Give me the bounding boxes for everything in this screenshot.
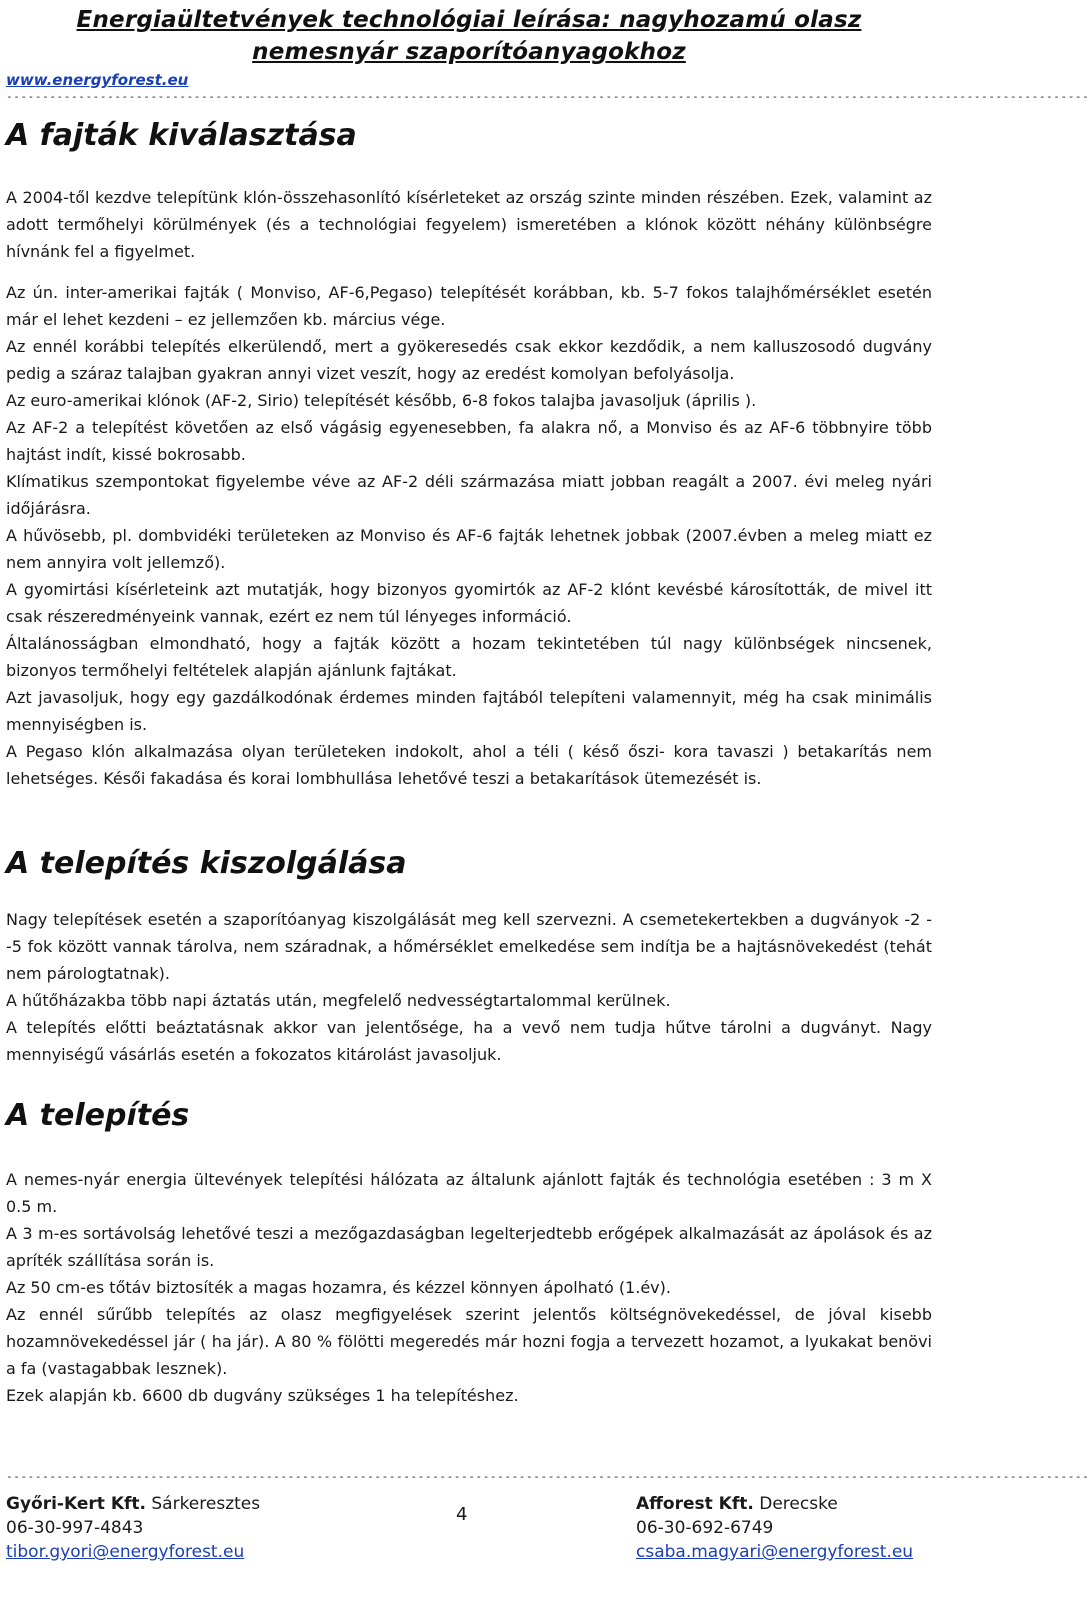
paragraph: Az ún. inter-amerikai fajták ( Monviso, AF-6,Pegaso) telepítését korábban, kb. 5-7 fokos talajhőmérséklet esetén már el lehet kezdeni – ez jellemzően kb. március vége.: [6, 283, 932, 329]
section-title-planting-service: A telepítés kiszolgálása: [6, 846, 407, 881]
paragraph: A hűvösebb, pl. dombvidéki területeken az Monviso és AF-6 fajták lehetnek jobbak (2007.évben a meleg miatt ez nem annyira volt jellemző).: [6, 526, 932, 572]
paragraph: A Pegaso klón alkalmazása olyan területeken indokolt, ahol a téli ( késő őszi- kora tavaszi ) betakarítás nem lehetséges. Késői fakadása és korai lombhullása lehetővé teszi a betakarítások ütemezését is.: [6, 742, 932, 788]
company-city: Derecske: [759, 1494, 838, 1514]
paragraph: Az ennél sűrűbb telepítés az olasz megfigyelések szerint jelentős költségnövekedéssel, de jóval kisebb hozamnövekedéssel jár ( ha jár). A 80 % fölötti megeredés már hozni fogja a tervezett hozamot, a lyukakat benövi a fa (vastagabbak lesznek).: [6, 1305, 932, 1378]
section-body-planting: [6, 1166, 932, 1409]
section-body-planting-service: [6, 906, 932, 1068]
email-link[interactable]: tibor.gyori@energyforest.eu: [6, 1542, 245, 1562]
section-body-variety-selection: [6, 184, 932, 792]
paragraph: A hűtőházakba több napi áztatás után, megfelelő nedvességtartalommal kerülnek.: [6, 991, 671, 1010]
paragraph: Általánosságban elmondható, hogy a fajták között a hozam tekintetében túl nagy különbségek nincsenek, bizonyos termőhelyi feltételek alapján ajánlunk fajtákat.: [6, 634, 932, 680]
email-link[interactable]: csaba.magyari@energyforest.eu: [636, 1542, 914, 1562]
paragraph: Az ennél korábbi telepítés elkerülendő, mert a gyökeresedés csak ekkor kezdődik, a nem kalluszosodó dugvány pedig a száraz talajban gyakran annyi vizet veszít, hogy az eredést komolyan befolyásolja.: [6, 337, 932, 383]
footer-divider: ------------------------------------------------------------------------------------------------------------------------------------------------------: [6, 1470, 1089, 1483]
section-title-variety-selection: A fajták kiválasztása: [6, 118, 357, 153]
paragraph: A gyomirtási kísérleteink azt mutatják, hogy bizonyos gyomirtók az AF-2 klónt kevésbé károsították, de mivel itt csak részeredményeink vannak, ezért ez nem túl lényeges információ.: [6, 580, 932, 626]
paragraph: A nemes-nyár energia ültevények telepítési hálózata az általunk ajánlott fajták és technológia esetében : 3 m X 0.5 m.: [6, 1170, 932, 1216]
document-title: Energiaültetvények technológiai leírása: nagyhozamú olasz nemesnyár szaporítóanyagokhoz: [76, 7, 862, 65]
phone-number: 06-30-692-6749: [636, 1518, 774, 1538]
paragraph: Azt javasoljuk, hogy egy gazdálkodónak érdemes minden fajtából telepíteni valamennyit, még ha csak minimális mennyiségben is.: [6, 688, 932, 734]
paragraph: Az AF-2 a telepítést követően az első vágásig egyenesebben, fa alakra nő, a Monviso és az AF-6 többnyire több hajtást indít, kissé bokrosabb.: [6, 418, 932, 464]
document-page: [6, 0, 1089, 1616]
company-name: Győri-Kert Kft.: [6, 1494, 146, 1514]
footer-contact-left: [6, 1492, 260, 1564]
paragraph: A 3 m-es sortávolság lehetővé teszi a mezőgazdaságban legelterjedtebb erőgépek alkalmazását az ápolások és az apríték szállítása során is.: [6, 1224, 932, 1270]
company-name: Afforest Kft.: [636, 1494, 754, 1514]
footer-contact-right: [636, 1492, 913, 1564]
paragraph: Ezek alapján kb. 6600 db dugvány szükséges 1 ha telepítéshez.: [6, 1386, 519, 1405]
page-footer: [6, 1470, 1089, 1592]
page-number: 4: [456, 1504, 468, 1525]
paragraph: A 2004-től kezdve telepítünk klón-összehasonlító kísérleteket az ország szinte minden részében. Ezek, valamint az adott termőhelyi körülmények (és a technológiai fegyelem) ismeretében a klónok között néhány különbségre hívnánk fel a figyelmet.: [6, 188, 932, 261]
company-city: Sárkeresztes: [151, 1494, 261, 1514]
paragraph: Klímatikus szempontokat figyelembe véve az AF-2 déli származása miatt jobban reagált a 2007. évi meleg nyári időjárásra.: [6, 472, 932, 518]
phone-number: 06-30-997-4843: [6, 1518, 144, 1538]
paragraph: Nagy telepítések esetén a szaporítóanyag kiszolgálását meg kell szervezni. A csemetekertekben a dugványok -2 - -5 fok között vannak tárolva, nem száradnak, a hőmérséklet emelkedése sem indítja be a hajtásnövekedést (tehát nem párologtatnak).: [6, 910, 932, 983]
header-divider: ------------------------------------------------------------------------------------------------------------------------------------------------------: [6, 90, 1089, 103]
paragraph: Az euro-amerikai klónok (AF-2, Sirio) telepítését később, 6-8 fokos talajba javasoljuk (április ).: [6, 391, 757, 410]
paragraph: A telepítés előtti beáztatásnak akkor van jelentősége, ha a vevő nem tudja hűtve tárolni a dugványt. Nagy mennyiségű vásárlás esetén a fokozatos kitárolást javasoljuk.: [6, 1018, 932, 1064]
paragraph: Az 50 cm-es tőtáv biztosíték a magas hozamra, és kézzel könnyen ápolható (1.év).: [6, 1278, 671, 1297]
website-link[interactable]: www.energyforest.eu: [6, 71, 189, 89]
section-title-planting: A telepítés: [6, 1098, 190, 1133]
